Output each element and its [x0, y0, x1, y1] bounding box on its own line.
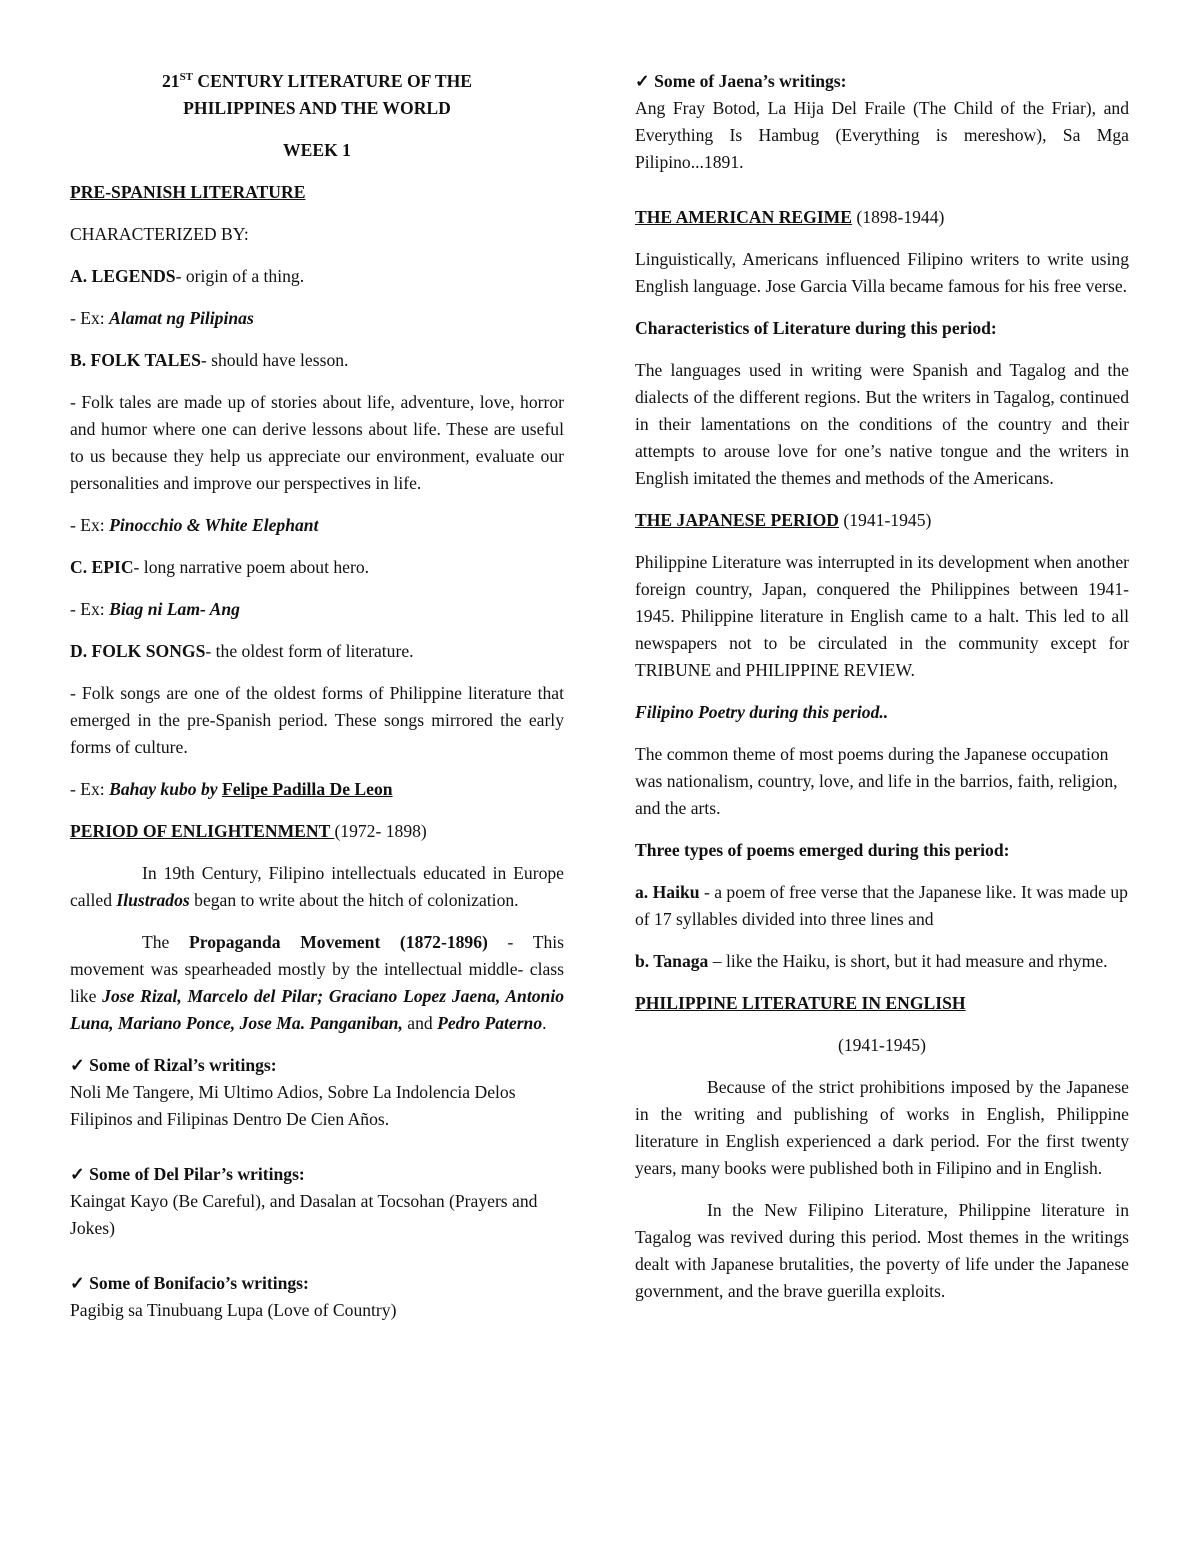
folk-tales-item: B. FOLK TALES- should have lesson.	[70, 350, 349, 370]
haiku-item: a. Haiku - a poem of free verse that the Japanese like. It was made up of 17 syllables divided into three lines and	[635, 882, 1128, 929]
enlightenment-para1: In 19th Century, Filipino intellectuals educated in Europe called Ilustrados began to write about the hitch of colonization.	[70, 863, 564, 910]
week-label: WEEK 1	[283, 140, 351, 160]
bonifacio-writings-list: Pagibig sa Tinubuang Lupa (Love of Country)	[70, 1300, 397, 1320]
legends-example: - Ex: Alamat ng Pilipinas	[70, 308, 254, 328]
title-line1: 21ST CENTURY LITERATURE OF THE	[161, 71, 473, 91]
pre-spanish-heading: PRE-SPANISH LITERATURE	[70, 182, 306, 202]
left-column	[70, 68, 564, 1339]
folk-songs-item: D. FOLK SONGS- the oldest form of literature.	[70, 641, 414, 661]
folk-tales-description: - Folk tales are made up of stories about life, adventure, love, horror and humor where one can derive lessons about life. These are useful to us because they help us appreciate our environment, evaluate our personalities and improve our perspectives in life.	[70, 392, 564, 493]
american-characteristics-heading: Characteristics of Literature during this period:	[635, 318, 997, 338]
folk-tales-example: - Ex: Pinocchio & White Elephant	[70, 515, 319, 535]
bonifacio-writings	[70, 1270, 564, 1324]
delpilar-writings-list: Kaingat Kayo (Be Careful), and Dasalan at Tocsohan (Prayers and Jokes)	[70, 1191, 538, 1238]
legends-item: A. LEGENDS- origin of a thing.	[70, 266, 305, 286]
rizal-writings-list: Noli Me Tangere, Mi Ultimo Adios, Sobre La Indolencia Delos Filipinos and Filipinas Dentro De Cien Años.	[70, 1082, 516, 1129]
right-column	[635, 68, 1129, 1320]
english-lit-years: (1941-1945)	[838, 1035, 926, 1055]
bonifacio-writings-heading: ✓ Some of Bonifacio’s writings:	[70, 1273, 309, 1293]
tanaga-item: b. Tanaga – like the Haiku, is short, but it had measure and rhyme.	[635, 951, 1108, 971]
japanese-heading: THE JAPANESE PERIOD (1941-1945)	[635, 510, 932, 530]
japanese-para1: Philippine Literature was interrupted in its development when another foreign country, Japan, conquered the Philippines between 1941-1945. Philippine literature in English came to a halt. This led to all newspapers not to be circulated in the community except for TRIBUNE and PHILIPPINE REVIEW.	[635, 552, 1129, 680]
delpilar-writings-heading: ✓ Some of Del Pilar’s writings:	[70, 1164, 305, 1184]
delpilar-writings	[70, 1161, 564, 1242]
filipino-poetry-heading: Filipino Poetry during this period..	[635, 702, 889, 722]
american-heading: THE AMERICAN REGIME (1898-1944)	[635, 207, 945, 227]
enlightenment-para2: The Propaganda Movement (1872-1896) - This movement was spearheaded mostly by the intellectual middle- class like Jose Rizal, Marcelo del Pilar; Graciano Lopez Jaena, Antonio Luna, Mariano Ponce, Jose Ma. Panganiban, and Pedro Paterno.	[70, 932, 564, 1033]
american-para1: Linguistically, Americans influenced Filipino writers to write using English language. Jose Garcia Villa became famous for his free verse.	[635, 249, 1129, 296]
folk-songs-example: - Ex: Bahay kubo by Felipe Padilla De Leon	[70, 779, 393, 799]
american-para2: The languages used in writing were Spanish and Tagalog and the dialects of the different regions. But the writers in Tagalog, continued in their lamentations on the conditions of the country and their attempts to arouse love for one’s native tongue and the writers in English imitated the themes and methods of the Americans.	[635, 360, 1129, 488]
jaena-writings	[635, 68, 1129, 176]
document-title	[70, 68, 564, 122]
rizal-writings-heading: ✓ Some of Rizal’s writings:	[70, 1055, 277, 1075]
epic-item: C. EPIC- long narrative poem about hero.	[70, 557, 370, 577]
poem-types-heading: Three types of poems emerged during this period:	[635, 840, 1010, 860]
characterized-label: CHARACTERIZED BY:	[70, 224, 249, 244]
english-lit-para1: Because of the strict prohibitions imposed by the Japanese in the writing and publishing of works in English, Philippine literature in English experienced a dark period. For the first twenty years, many books were published both in Filipino and in English.	[635, 1077, 1129, 1178]
jaena-writings-heading: ✓ Some of Jaena’s writings:	[635, 71, 847, 91]
title-line2: PHILIPPINES AND THE WORLD	[183, 98, 451, 118]
japanese-para2: The common theme of most poems during the Japanese occupation was nationalism, country, love, and life in the barrios, faith, religion, and the arts.	[635, 744, 1118, 818]
english-lit-heading: PHILIPPINE LITERATURE IN ENGLISH	[635, 993, 966, 1013]
epic-example: - Ex: Biag ni Lam- Ang	[70, 599, 240, 619]
english-lit-para2: In the New Filipino Literature, Philippine literature in Tagalog was revived during this period. Most themes in the writings dealt with Japanese brutalities, the poverty of life under the Japanese government, and the brave guerilla exploits.	[635, 1200, 1129, 1301]
enlightenment-heading: PERIOD OF ENLIGHTENMENT (1972- 1898)	[70, 821, 427, 841]
folk-songs-description: - Folk songs are one of the oldest forms of Philippine literature that emerged in the pre-Spanish period. These songs mirrored the early forms of culture.	[70, 683, 564, 757]
jaena-writings-list: Ang Fray Botod, La Hija Del Fraile (The Child of the Friar), and Everything Is Hambug (Everything is mereshow), Sa Mga Pilipino...1891.	[635, 98, 1129, 172]
rizal-writings	[70, 1052, 564, 1133]
